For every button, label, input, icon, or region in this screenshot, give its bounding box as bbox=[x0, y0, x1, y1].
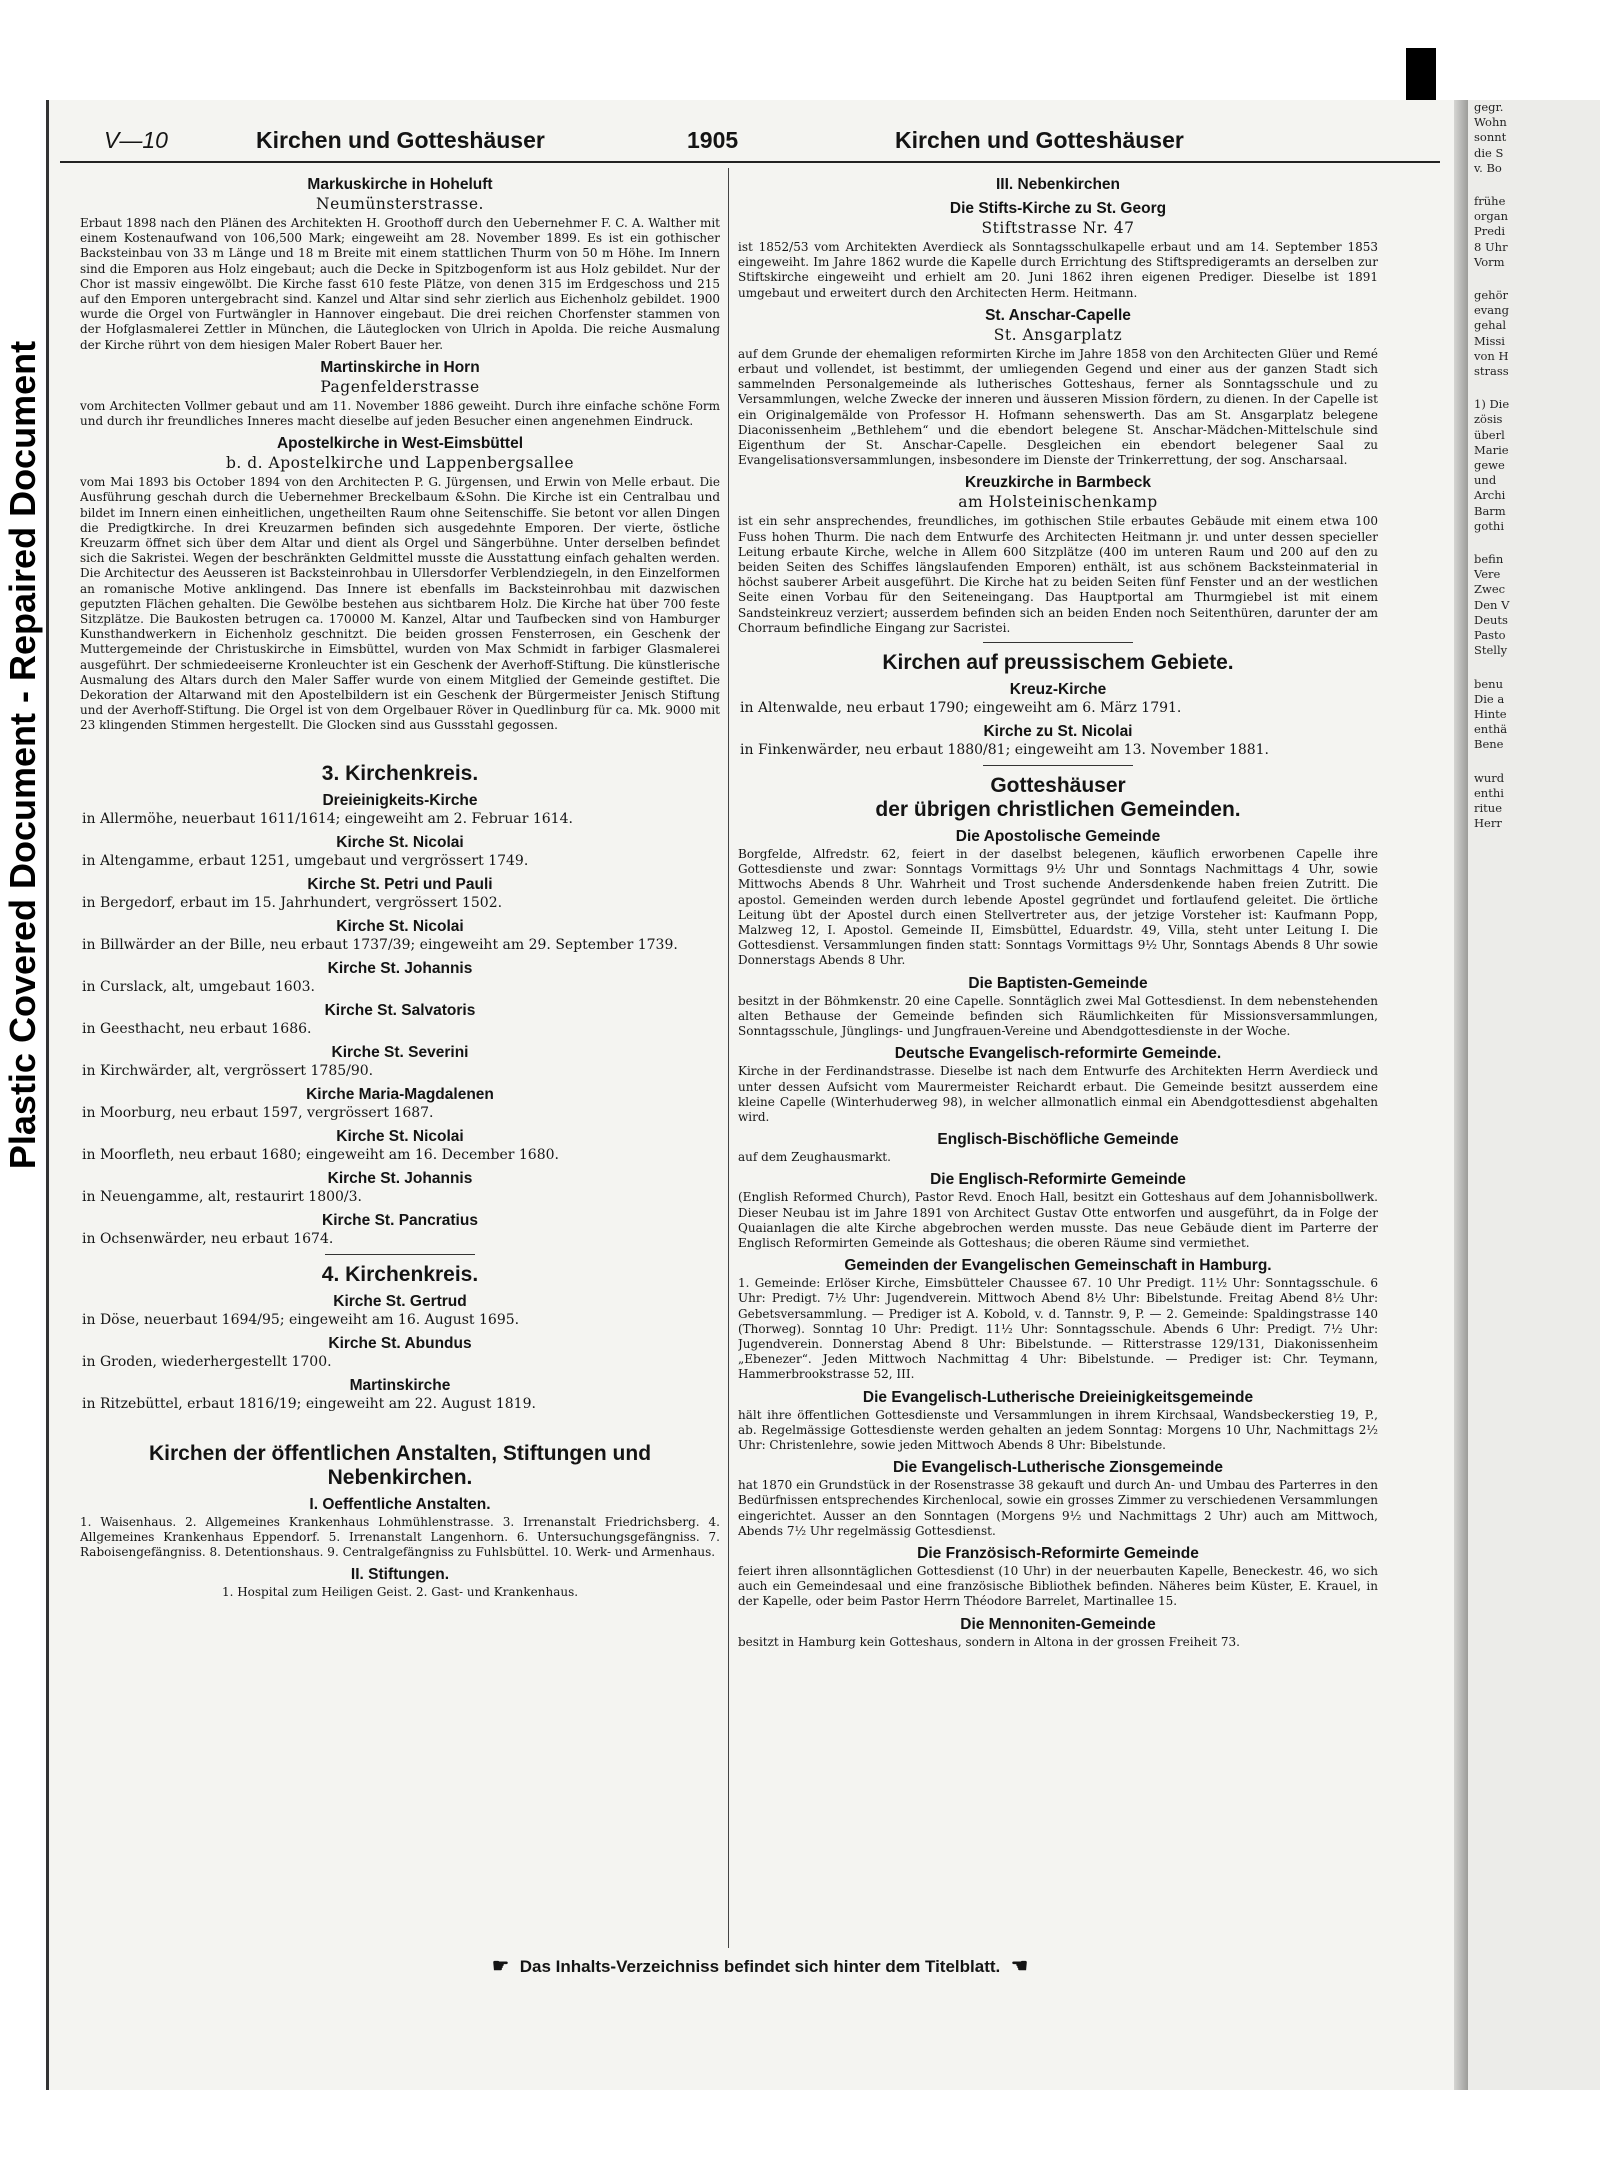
entry-text: Borgfelde, Alfredstr. 62, feiert in der daselbst belegenen, käuflich erworbenen Capelle ihre Gottesdienste und zwar: Sonntags Vormittags 9½ Uhr und Sonntags Nachmittags 4 Uhr, sowie Mittwochs Abends 8 Uhr. Wahrheit und Trost suchende Andersdenkende haben freien Zutritt. Die apostol. Gemeinden werden durch lebende Apostel gegründet und fortlaufend geleitet. Die örtliche Leitung übt der Apostel durch einen Stellvertreter aus, der jetzige Vorsteher ist: Kaufmann Popp, Malzweg 12, I. Apostol. Gemeinde II, Eimsbüttel, Eduardstr. 49, Villa, steht unter Leitung I. Die Gottesdienst. Versammlungen finden statt: Sonntags Vormittags 9½ Uhr, Sonntags Abends 8 Uhr sowie Donnerstags Abends 8 Uhr. bbox=[738, 847, 1378, 968]
entry-name: Kirche St. Nicolai bbox=[336, 833, 464, 851]
entry-text: in Allermöhe, neuerbaut 1611/1614; eingeweiht am 2. Februar 1614. bbox=[82, 810, 573, 827]
adjacent-page-word: organ bbox=[1474, 209, 1509, 224]
section-heading: St. Anschar-Capelle bbox=[985, 306, 1131, 324]
adjacent-page-word: benu bbox=[1474, 676, 1503, 691]
church-list bbox=[80, 1293, 720, 1413]
entry-text: besitzt in Hamburg kein Gotteshaus, sondern in Altona in der grossen Freiheit 73. bbox=[738, 1634, 1240, 1649]
communities-heading-line2: der übrigen christlichen Gemeinden. bbox=[875, 798, 1241, 822]
adjacent-page-word: Vorm bbox=[1474, 254, 1505, 269]
entry-name: Die Französisch-Reformirte Gemeinde bbox=[917, 1544, 1199, 1562]
section-subtitle: Pagenfelderstrasse bbox=[320, 377, 480, 396]
adjacent-page-text bbox=[1468, 100, 1600, 831]
entry-name: Kirche St. Johannis bbox=[327, 1169, 473, 1187]
footer-note bbox=[320, 1955, 1200, 1978]
subsection-heading: I. Oeffentliche Anstalten. bbox=[309, 1495, 491, 1513]
adjacent-page-word: und bbox=[1474, 473, 1497, 488]
adjacent-page-fragment bbox=[1468, 100, 1600, 2090]
adjacent-page-word: die S bbox=[1474, 145, 1504, 160]
adjacent-page-word: von H bbox=[1474, 348, 1509, 363]
column-divider bbox=[728, 168, 729, 1948]
entry-name: Die Apostolische Gemeinde bbox=[955, 828, 1161, 846]
right-column bbox=[738, 170, 1378, 1970]
divider-rule bbox=[983, 642, 1133, 643]
entry-text: feiert ihren allsonntäglichen Gottesdienst (10 Uhr) in der neuerbauten Kapelle, Beneckestr. 46, wo sich auch ein Gemeindesaal und eine französische Bibliothek befinden. Näheres beim Küster, E. Krauel, in der Kapelle, oder beim Pastor Herrn Théodore Barrelet, Martinallee 15. bbox=[738, 1563, 1378, 1609]
entry-text: in Altenwalde, neu erbaut 1790; eingeweiht am 6. März 1791. bbox=[740, 700, 1182, 717]
section-body: vom Mai 1893 bis October 1894 von den Architecten P. G. Jürgensen, und Erwin von Melle erbaut. Die Ausführung geschah durch die Uebernehmer Breckelbaum &Sohn. Die Kirche ist ein Centralbau und bildet im Innern einen einheitlichen, ungetheilten Raum ohne Seitenschiffe. Sie betont vor allen Dingen die Predigtkirche. In drei Kreuzarmen befinden sich ausgedehnte Emporen. Der vierte, östliche Kreuzarm öffnet sich über dem Altar und dient als Orgel und Sängerbühne. Unter derselben befindet sich die Sakristei. Wegen der beschränkten Geldmittel musste die Ausstattung einfach gehalten werden. Die Architectur des Aeusseren ist Backsteinrohbau in Ullersdorfer Verblendziegeln, in den Einzelformen an romanische Motive anklingend. Das Innere ist ebenfalls im Backsteinrohbau mit dazwischen geputzten Flächen gehalten. Die Gewölbe bestehen aus sichtbarem Holz. Die Kirche hat über 700 feste Sitzplätze. Die Baukosten betrugen ca. 170000 M. Kanzel, Altar und Taufbecken sind von Hamburger Kunsthandwerkern in Eichenholz geschnitzt. Die beiden grossen Fensterrosen, ein Geschenk der Muttergemeinde der Christuskirche in Eimsbüttel, wurden von Max Schmidt in farbiger Glasmalerei ausgeführt. Der schmiedeeiserne Kronleuchter ist ein Geschenk der Averhoff-Stiftung. Die künstlerische Ausmalung des Altars durch den Maler Saffer wurde von einem Mitglied der Gemeinde gestiftet. Die Dekoration der Altarwand mit den Apostelbildern ist ein Geschenk der Bürgermeister Jenisch Stiftung und der Averhoff-Stiftung. Die Orgel ist von dem Orgelbauer Röver in Quedlinburg für ca. Mk. 9000 mit 23 klingenden Stimmen hergestellt. Die Glocken sind aus Gussstahl gegossen. bbox=[80, 475, 720, 733]
entry-name: Kirche St. Petri und Pauli bbox=[307, 875, 493, 893]
pointing-hand-right-icon: ☛ bbox=[491, 1956, 509, 1977]
adjacent-page-word: Deuts bbox=[1474, 612, 1508, 627]
entry-name: Kirche St. Salvatoris bbox=[324, 1001, 476, 1019]
left-column bbox=[80, 170, 720, 1970]
entry-name: Die Englisch-Reformirte Gemeinde bbox=[930, 1171, 1186, 1189]
adjacent-page-word: zösis bbox=[1474, 412, 1503, 427]
entry-name: Kreuz-Kirche bbox=[1009, 681, 1107, 699]
adjacent-page-word: Marie bbox=[1474, 442, 1509, 457]
section-subtitle: Neumünsterstrasse. bbox=[316, 195, 484, 213]
section-body: ist ein sehr ansprechendes, freundliches, im gothischen Stile erbautes Gebäude mit einem etwa 100 Fuss hohen Thurm. Die nach dem Entwurfe des Architecten Heitmann jr. und unter dessen specieller Leitung erbaute Kirche, welche in Allem 600 Sitzplätze (400 im unteren Raum und 200 auf den zu beiden Seiten des Schiffes längslaufenden Emporen) enthält, ist aus schönem Backsteinmaterial in höchst sauberer Arbeit ausgeführt. Die Kirche hat zu beiden Seiten fünf Fenster und an der westlichen Seite einen Vorbau für den Seiteneingang. Das Hauptportal am Thurmgiebel ist mit einem Sandsteinkreuz verziert; ausserdem befinden sich an beiden Enden noch Seitenthüren, darunter der am Chorraum befindliche Eingang zur Sacristei. bbox=[738, 514, 1378, 635]
page-number: V—10 bbox=[104, 127, 168, 153]
adjacent-page-word: gewe bbox=[1474, 458, 1505, 473]
entry-name: Kirche St. Johannis bbox=[327, 959, 473, 977]
district-heading: Kirchen auf preussischem Gebiete. bbox=[882, 651, 1234, 675]
divider-rule bbox=[983, 765, 1133, 766]
section-subtitle: St. Ansgarplatz bbox=[993, 325, 1123, 344]
section-heading: III. Nebenkirchen bbox=[995, 176, 1121, 193]
adjacent-page-word: sonnt bbox=[1474, 130, 1507, 145]
adjacent-page-word: enthä bbox=[1474, 722, 1508, 737]
entry-text: hält ihre öffentlichen Gottesdienste und Versammlungen in ihrem Kirchsaal, Wandsbeckerstieg 19, P., ab. Regelmässige Gottesdienste werden gehalten an jedem Sonntag: Morgens 10 Uhr, Nachmittags 2½ Uhr: Christenlehre, sowie jeden Mittwoch Abends 8 Uhr: Bibelstunde. bbox=[738, 1407, 1378, 1452]
adjacent-page-word: Pasto bbox=[1474, 628, 1506, 643]
entry-name: Die Evangelisch-Lutherische Zionsgemeinde bbox=[893, 1459, 1223, 1477]
entry-text: in Ochsenwärder, neu erbaut 1674. bbox=[82, 1230, 334, 1247]
entry-text: Kirche in der Ferdinandstrasse. Dieselbe ist nach dem Entwurfe des Architekten Herrn Averdieck und unter dessen Aufsicht vom Maurermeister Reichardt erbaut. Die Gemeinde besitzt ausserdem eine kleine Capelle (Winterhuderweg 98), in welcher allmonatlich einmal ein Abendgottesdienst abgehalten wird. bbox=[738, 1064, 1378, 1124]
entry-name: Kirche St. Nicolai bbox=[336, 1127, 464, 1145]
adjacent-page-word: Den V bbox=[1474, 597, 1510, 612]
entry-text: in Geesthacht, neu erbaut 1686. bbox=[82, 1020, 312, 1037]
adjacent-page-word: überl bbox=[1474, 427, 1505, 442]
adjacent-page-word: Predi bbox=[1474, 224, 1506, 239]
entry-text: in Neuengamme, alt, restaurirt 1800/3. bbox=[82, 1188, 362, 1205]
entry-name: Kirche zu St. Nicolai bbox=[983, 723, 1133, 741]
entry-name: Deutsche Evangelisch-reformirte Gemeinde. bbox=[894, 1045, 1222, 1063]
entry-name: Kirche St. Gertrud bbox=[333, 1292, 467, 1310]
page-header bbox=[60, 125, 1440, 163]
entry-name: Kirche St. Pancratius bbox=[322, 1211, 478, 1229]
entry-text: in Kirchwärder, alt, vergrössert 1785/90. bbox=[82, 1062, 374, 1079]
adjacent-page-word: gehal bbox=[1474, 318, 1507, 333]
church-list bbox=[738, 681, 1378, 759]
section-heading: Martinskirche in Horn bbox=[320, 358, 480, 376]
section-body: vom Architecten Vollmer gebaut und am 11. November 1886 geweiht. Durch ihre einfache schöne Form und durch ihr freundliches Inneres macht dieselbe auf jeden Besucher einen angenehmen Eindruck. bbox=[80, 398, 720, 429]
adjacent-page-word: gehör bbox=[1474, 288, 1508, 303]
adjacent-page-word: Die a bbox=[1474, 691, 1505, 706]
entry-name: Kirche Maria-Magdalenen bbox=[306, 1085, 494, 1103]
header-left-title: Kirchen und Gotteshäuser bbox=[256, 127, 545, 153]
adjacent-page-word: Stelly bbox=[1474, 643, 1508, 658]
adjacent-page-word: Wohn bbox=[1474, 115, 1507, 130]
adjacent-page-word: Vere bbox=[1474, 567, 1501, 582]
entry-name: Martinskirche bbox=[349, 1376, 451, 1394]
entry-text: in Bergedorf, erbaut im 15. Jahrhundert, vergrössert 1502. bbox=[82, 894, 503, 911]
adjacent-page-word: Hinte bbox=[1474, 706, 1507, 721]
district-heading: 3. Kirchenkreis. bbox=[321, 761, 479, 785]
community-list bbox=[738, 828, 1378, 1650]
entry-name: Die Baptisten-Gemeinde bbox=[968, 974, 1148, 992]
entry-text: in Finkenwärder, neu erbaut 1880/81; eingeweiht am 13. November 1881. bbox=[740, 742, 1270, 759]
entry-name: Dreieinigkeits-Kirche bbox=[322, 791, 478, 809]
section-body: ist 1852/53 vom Architekten Averdieck als Sonntagsschulkapelle erbaut und am 14. September 1853 eingeweiht. Im Jahre 1862 wurde die Kapelle durch Errichtung des Stiftspredigeramts an derselben zur Stiftskirche eingeweiht und erhielt am 20. Juni 1862 ihren eigenen Prediger. Dieselbe ist 1891 umgebaut und erweitert durch den Architecten Herm. Heitmann. bbox=[738, 240, 1378, 300]
entry-name: Kirche St. Severini bbox=[331, 1043, 469, 1061]
entry-text: auf dem Zeughausmarkt. bbox=[738, 1150, 891, 1165]
entry-text: (English Reformed Church), Pastor Revd. Enoch Hall, besitzt ein Gotteshaus auf dem Johannisbollwerk. Dieser Neubau ist im Jahre 1891 von Architect Gustav Otte entworfen und ausgeführt, da in Folge der Quaianlagen die alte Kirche abgebrochen werden musste. Das neue Gebäude dient im Parterre der Englisch Reformirten Gemeinde als Gotteshaus; die oberen Räume sind vermiethet. bbox=[738, 1190, 1378, 1250]
side-label-text: Plastic Covered Document - Repaired Document bbox=[2, 340, 43, 1170]
section-heading: Apostelkirche in West-Eimsbüttel bbox=[276, 435, 524, 453]
entry-text: in Curslack, alt, umgebaut 1603. bbox=[82, 978, 315, 995]
entry-name: Die Evangelisch-Lutherische Dreieinigkeitsgemeinde bbox=[862, 1388, 1254, 1406]
entry-text: in Altengamme, erbaut 1251, umgebaut und vergrössert 1749. bbox=[82, 852, 529, 869]
entry-text: in Moorburg, neu erbaut 1597, vergrössert 1687. bbox=[82, 1104, 434, 1121]
adjacent-page-word: Barm bbox=[1474, 503, 1506, 518]
section-subtitle: Stiftstrasse Nr. 47 bbox=[981, 219, 1135, 237]
entry-name: Gemeinden der Evangelischen Gemeinschaft in Hamburg. bbox=[844, 1257, 1272, 1275]
adjacent-page-word: frühe bbox=[1474, 194, 1506, 209]
section-heading: Markuskirche in Hoheluft bbox=[307, 176, 493, 193]
adjacent-page-word: 1) Die bbox=[1474, 397, 1510, 412]
entry-name: Die Mennoniten-Gemeinde bbox=[960, 1615, 1156, 1633]
adjacent-page-word: Bene bbox=[1474, 737, 1504, 752]
adjacent-page-word: enthi bbox=[1474, 785, 1504, 800]
foundations-list: 1. Hospital zum Heiligen Geist. 2. Gast- und Krankenhaus. bbox=[221, 1585, 579, 1600]
adjacent-page-word: Herr bbox=[1474, 816, 1502, 831]
communities-heading: Gotteshäuser bbox=[990, 774, 1126, 798]
section-heading: Die Stifts-Kirche zu St. Georg bbox=[949, 200, 1167, 217]
section-subtitle: b. d. Apostelkirche und Lappenbergsallee bbox=[225, 454, 575, 473]
scan-edge-bar bbox=[1406, 48, 1436, 106]
institutions-heading: Kirchen der öffentlichen Anstalten, Stiftungen und Nebenkirchen. bbox=[148, 1441, 652, 1489]
adjacent-page-word: Zwec bbox=[1474, 582, 1506, 597]
section-body: Erbaut 1898 nach den Plänen des Architekten H. Groothoff durch den Uebernehmer F. C. A. Walther mit einem Kostenaufwand von 106,500 Mark; eingeweiht am 28. November 1899. Es ist ein gothischer Backsteinbau von 33 m Länge und 18 m Breite mit einem stattlichen Thurm von 50 m Höhe. Im Innern sind die Emporen aus Holz eingebaut; auch die Decke in Spitzbogenform ist aus Holz gebildet. Nur der Chor ist massiv eingewölbt. Die Kirche fasst 610 feste Plätze, von denen 315 im Erdgeschoss und 215 auf den Emporen untergebracht sind. Kanzel und Altar sind sehr zierlich aus Eichenholz gebildet. 1900 wurde die Orgel von Furtwängler in Hannover eingebaut. Die drei reichen Chorfenster stammen von der Hofglasmalerei Zettler in München, die Läuteglocken von Ulrich in Apolda. Die reiche Ausmalung der Kirche rührt von dem hiesigen Maler Robert Bauer her. bbox=[80, 216, 720, 352]
adjacent-page-word: v. Bo bbox=[1474, 160, 1502, 175]
church-list bbox=[80, 792, 720, 1248]
adjacent-page-word: befin bbox=[1474, 552, 1504, 567]
adjacent-page-word: wurd bbox=[1474, 770, 1505, 785]
entry-name: Kirche St. Nicolai bbox=[336, 917, 464, 935]
adjacent-page-word: Missi bbox=[1474, 333, 1505, 348]
entry-text: besitzt in der Böhmkenstr. 20 eine Capelle. Sonntäglich zwei Mal Gottesdienst. In dem nebenstehenden alten Bethause der Gemeinde befinden sich Räumlichkeiten für Missionsversammlungen, Sonntagsschule, Jünglings- und Jungfrauen-Vereine und Abendgottesdienste in der Woche. bbox=[738, 993, 1378, 1039]
divider-rule bbox=[325, 1254, 475, 1255]
entry-text: 1. Gemeinde: Erlöser Kirche, Eimsbütteler Chaussee 67. 10 Uhr Predigt. 11½ Uhr: Sonntagsschule. 6 Uhr: Predigt. 7½ Uhr: Jugendverein. Mittwoch Abend 8½ Uhr: Bibelstunde. Freitag Abend 8½ Uhr: Gebetsversammlung. — Prediger ist A. Kobold, v. d. Tannstr. 9, P. — 2. Gemeinde: Spaldingstrasse 140 (Thorweg). Sonntag 10 Uhr: Predigt. 11½ Uhr: Sonntagsschule. Abends 6 Uhr: Predigt. 7½ Uhr: Jugendverein. Donnerstag Abend 8 Uhr: Bibelstunde. — Ritterstrasse 129/131, Diakonissenheim „Ebenezer“. Jeden Mittwoch Nachmittag 4 Uhr: Bibelstunde. — Prediger ist: Chr. Teymann, Hammerbrookstrasse 52, III. bbox=[738, 1276, 1378, 1382]
district-heading: 4. Kirchenkreis. bbox=[321, 1262, 479, 1286]
entry-name: Englisch-Bischöfliche Gemeinde bbox=[937, 1131, 1179, 1149]
adjacent-page-word: Archi bbox=[1474, 488, 1506, 503]
section-heading: Kreuzkirche in Barmbeck bbox=[964, 474, 1152, 492]
entry-text: in Billwärder an der Bille, neu erbaut 1737/39; eingeweiht am 29. September 1739. bbox=[82, 936, 678, 953]
pointing-hand-left-icon: ☚ bbox=[1011, 1956, 1029, 1977]
entry-name: Kirche St. Abundus bbox=[328, 1334, 472, 1352]
section-subtitle: am Holsteinischenkamp bbox=[958, 493, 1158, 512]
page-fold-shadow bbox=[1454, 100, 1468, 2090]
adjacent-page-word: ritue bbox=[1474, 800, 1503, 815]
adjacent-page-word: strass bbox=[1474, 364, 1509, 379]
entry-text: in Ritzebüttel, erbaut 1816/19; eingeweiht am 22. August 1819. bbox=[82, 1395, 536, 1412]
side-label bbox=[0, 200, 46, 1310]
footer-text: Das Inhalts-Verzeichniss befindet sich hinter dem Titelblatt. bbox=[519, 1957, 1001, 1976]
adjacent-page-word: gegr. bbox=[1474, 100, 1504, 114]
entry-text: in Döse, neuerbaut 1694/95; eingeweiht am 16. August 1695. bbox=[82, 1311, 520, 1328]
section-body: auf dem Grunde der ehemaligen reformirten Kirche im Jahre 1858 von den Architecten Glüer und Remé erbaut und vollendet, ist bestimmt, der umliegenden Gegend und einer aus der ganzen Stadt sich sammelnden Personalgemeinde als lutherisches Gotteshaus, ferner als Sonntagsschule und zu Versammlungen, welche Zwecke der inneren und äusseren Mission fördern, zu dienen. In der Capelle ist ein Originalgemälde von Professor H. Hofmann sehenswerth. Das am St. Ansgarplatz belegene Diaconissenheim „Bethlehem“ und die ebendort belegene St. Anschar-Mädchen-Mittelschule sind Eigenthum der St. Anschar-Capelle. Desgleichen ein ebendort belegener Saal zu Evangelisationsversammlungen, insbesondere im Dienste der Trinkerrettung, der sog. Anscharsaal. bbox=[738, 346, 1378, 468]
subsection-heading: II. Stiftungen. bbox=[350, 1566, 450, 1584]
entry-text: in Groden, wiederhergestellt 1700. bbox=[82, 1353, 332, 1370]
entry-text: hat 1870 ein Grundstück in der Rosenstrasse 38 gekauft und durch An- und Umbau des Parterres in den Bedürfnissen entsprechendes Kirchenlocal, sowie ein grosses Zimmer zu verschiedenen Versammlungen eingerichtet. Ausser an den Sonntagen (Morgens 9½ und Nachmittags 2 Uhr) auch am Mittwoch, Abends 7½ Uhr regelmässig Gottesdienst. bbox=[738, 1478, 1378, 1538]
adjacent-page-word: 8 Uhr bbox=[1474, 239, 1508, 254]
institutions-list: 1. Waisenhaus. 2. Allgemeines Krankenhaus Lohmühlenstrasse. 3. Irrenanstalt Friedrichsberg. 4. Allgemeines Krankenhaus Eppendorf. 5. Irrenanstalt Langenhorn. 6. Untersuchungsgefängniss. 7. Raboisengefängniss. 8. Detentionshaus. 9. Centralgefängniss zu Fuhlsbüttel. 10. Werk- und Armenhaus. bbox=[80, 1514, 720, 1560]
header-year: 1905 bbox=[687, 127, 739, 153]
header-right-title: Kirchen und Gotteshäuser bbox=[895, 127, 1184, 153]
adjacent-page-word: evang bbox=[1474, 303, 1509, 318]
adjacent-page-word: gothi bbox=[1474, 518, 1504, 533]
entry-text: in Moorfleth, neu erbaut 1680; eingeweiht am 16. December 1680. bbox=[82, 1146, 559, 1163]
